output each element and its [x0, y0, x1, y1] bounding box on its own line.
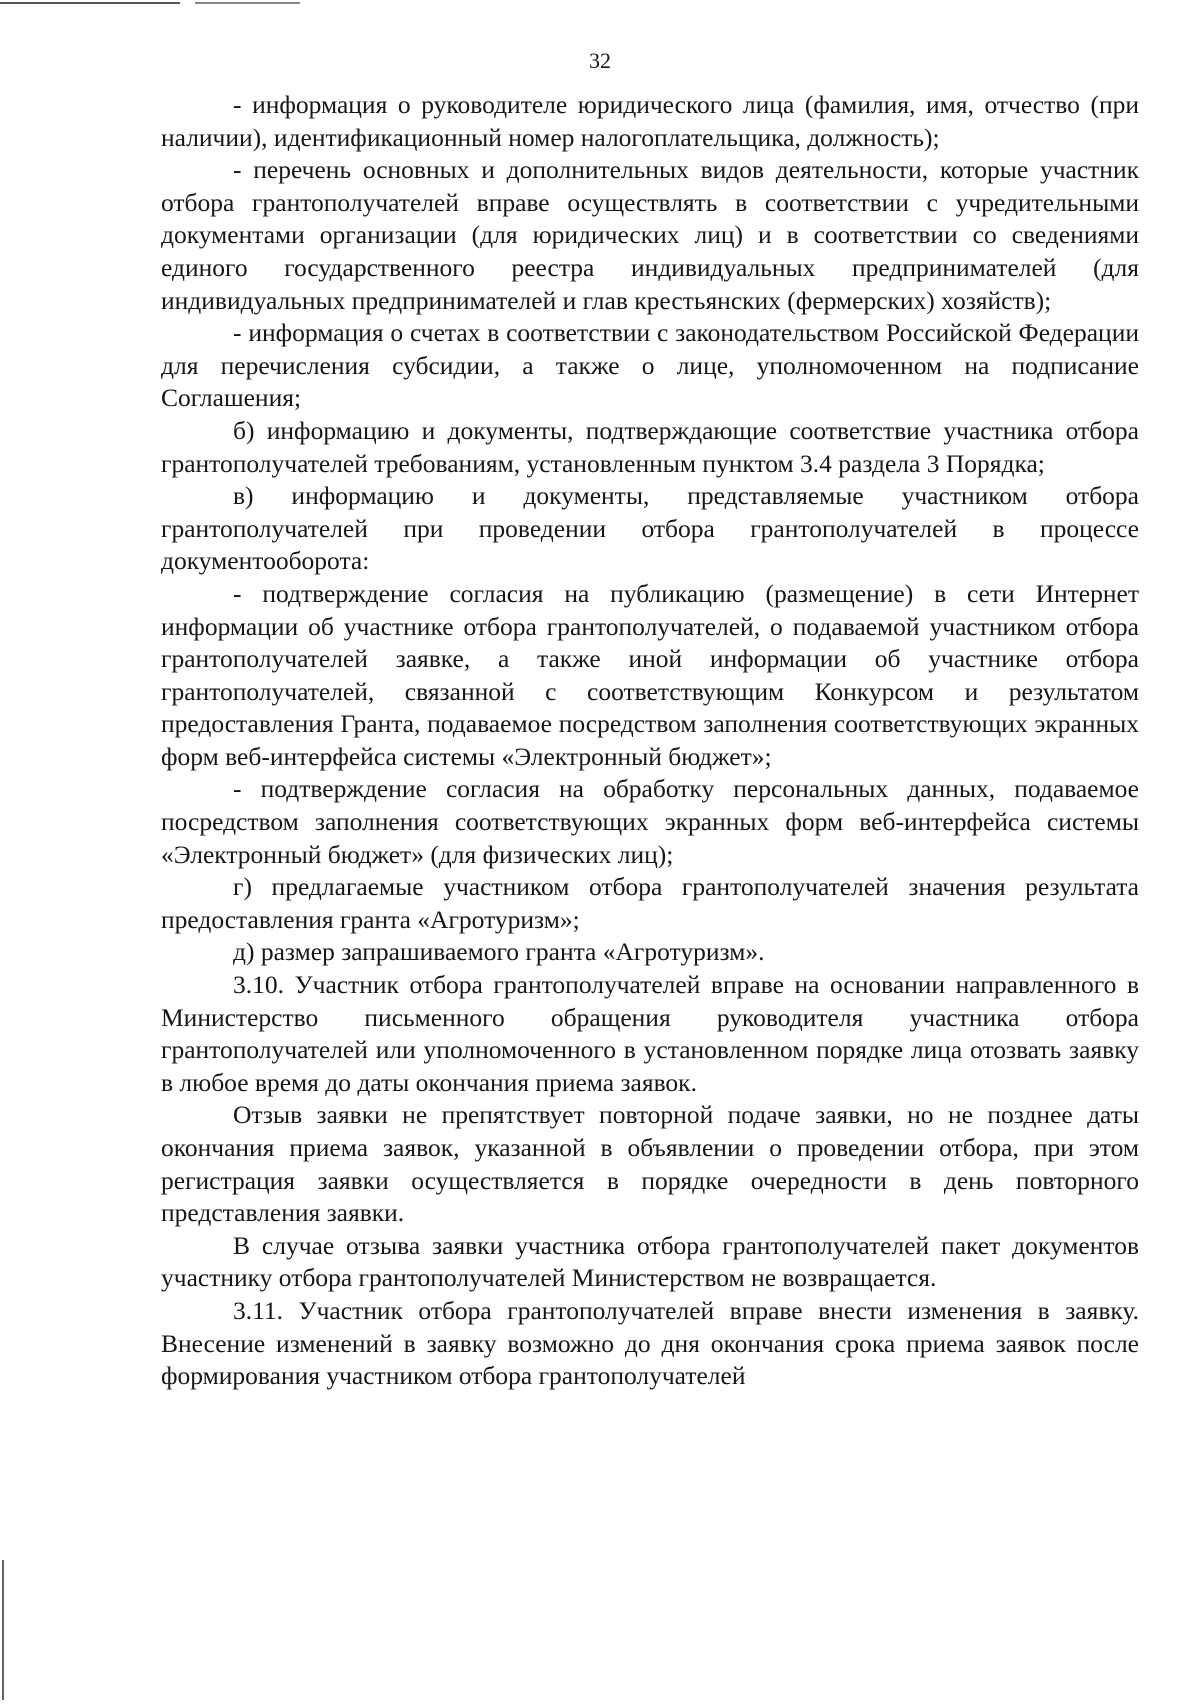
paragraph-personal-data-consent: - подтверждение согласия на обработку персональных данных, подаваемое посредством заполнения соответствующих экранных форм веб-интерфейса системы «Электронный бюджет» (для физических лиц); — [161, 774, 1139, 869]
paragraph-head-info: - информация о руководителе юридического лица (фамилия, имя, отчество (при наличии), идентификационный номер налогоплательщика, должность); — [161, 90, 1139, 152]
paragraph-accounts-info: - информация о счетах в соответствии с законодательством Российской Федерации для перечисления субсидии, а также о лице, уполномоченном на подписание Соглашения; — [161, 318, 1139, 413]
paragraph-publication-consent: - подтверждение согласия на публикацию (размещение) в сети Интернет информации об участнике отбора грантополучателей, о подаваемой участником отбора грантополучателей заявке, а также иной информации об участнике отбора грантополучателей, связанной с соответствующим Конкурсом и результатом предоставления Гранта, подаваемое посредством заполнения соответствующих экранных форм веб-интерфейса системы «Электронный бюджет»; — [161, 578, 1139, 771]
paragraph-withdrawal: Отзыв заявки не препятствует повторной подаче заявки, но не позднее даты окончания приема заявок, указанной в объявлении о проведении отбора, при этом регистрация заявки осуществляется в порядке очередности в день повторного представления заявки. — [161, 1100, 1139, 1228]
page-number: 32 — [589, 48, 611, 73]
paragraph-item-g: г) предлагаемые участником отбора грантополучателей значения результата предоставления гранта «Агротуризм»; — [161, 872, 1139, 934]
paragraph-activities-list: - перечень основных и дополнительных видов деятельности, которые участник отбора грантополучателей вправе осуществлять в соответствии с учредительными документами организации (для юридических лиц) и в соответствии со сведениями единого государственного реестра индивидуальных предпринимателей (для индивидуальных предпринимателей и глав крестьянских (фермерских) хозяйств); — [161, 155, 1139, 315]
paragraph-section-3-11: 3.11. Участник отбора грантополучателей вправе внести изменения в заявку. Внесение изменений в заявку возможно до дня окончания срока приема заявок после формирования участником отбора грантополучателей — [161, 1295, 1139, 1391]
paragraph-item-d: д) размер запрашиваемого гранта «Агротуризм». — [233, 937, 765, 967]
document-body — [161, 89, 1139, 1393]
paragraph-item-b: б) информацию и документы, подтверждающие соответствие участника отбора грантополучателей требованиям, установленным пунктом 3.4 раздела 3 Порядка; — [161, 415, 1139, 478]
paragraph-section-3-10: 3.10. Участник отбора грантополучателей вправе на основании направленного в Министерство письменного обращения руководителя участника отбора грантополучателей или уполномоченного в установленном порядке лица отозвать заявку в любое время до даты окончания приема заявок. — [161, 970, 1139, 1097]
paragraph-item-v: в) информацию и документы, представляемые участником отбора грантополучателей при проведении отбора грантополучателей в процессе документооборота: — [161, 481, 1139, 576]
scan-artifact-left-line — [2, 1560, 4, 1700]
scan-artifact-top-line — [0, 2, 300, 4]
paragraph-documents-not-returned: В случае отзыва заявки участника отбора грантополучателей пакет документов участнику отбора грантополучателей Министерством не возвращается. — [161, 1230, 1139, 1293]
